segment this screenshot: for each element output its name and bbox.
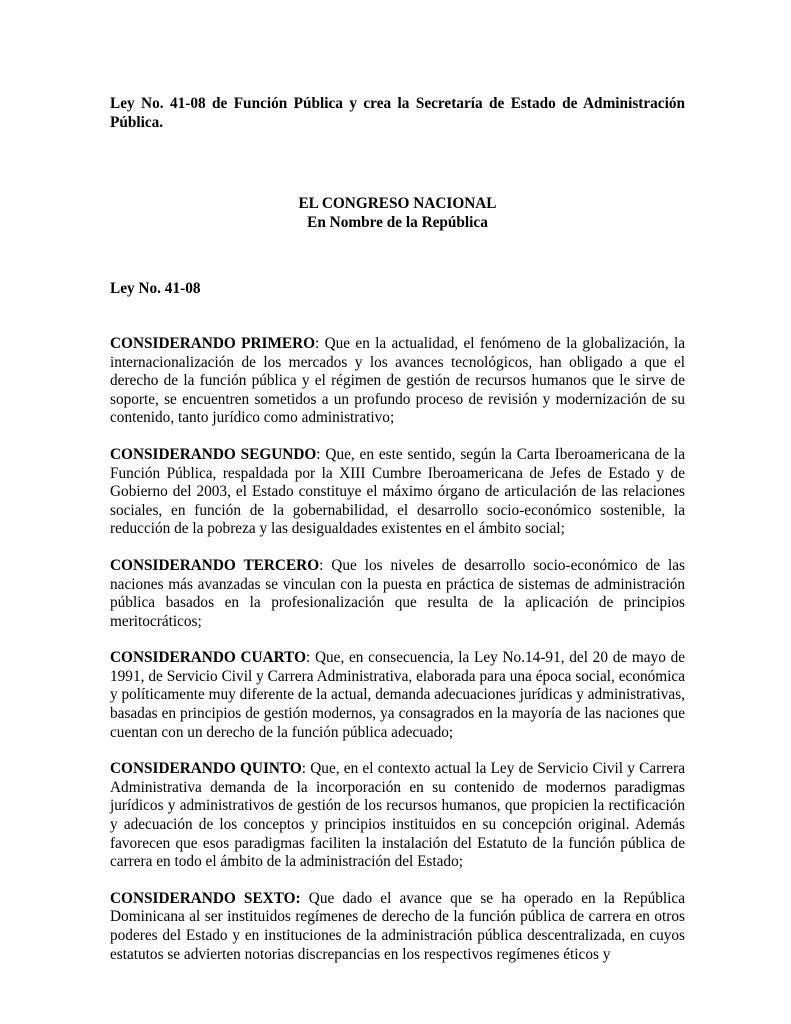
considerando-separator: :	[301, 760, 307, 778]
considerando-paragraph	[110, 446, 685, 539]
considerando-label: CONSIDERANDO TERCERO	[110, 556, 320, 574]
considerando-separator: :	[306, 649, 311, 667]
considerando-label: CONSIDERANDO SEGUNDO	[110, 445, 317, 463]
considerando-label: CONSIDERANDO SEXTO:	[110, 889, 301, 907]
document-heading	[110, 195, 685, 232]
considerando-separator: :	[319, 556, 324, 574]
considerando-text: Que, en este sentido, según la Carta Iberoamericana de la Función Pública, respaldada por la XIII Cumbre Iberoamericana de Jefes de Estado y de Gobierno del 2003, el Estado constituye el máximo órgano de articulación de las relaciones sociales, en función de la gobernabilidad, el desarrollo socio-económico sostenible, la reducción de la pobreza y las desigualdades existentes en el ámbito social;	[110, 445, 686, 538]
considerandos-section	[110, 335, 685, 964]
considerando-label: CONSIDERANDO CUARTO	[110, 649, 306, 667]
considerando-paragraph	[110, 557, 685, 631]
considerando-label: CONSIDERANDO PRIMERO	[110, 334, 316, 352]
considerando-paragraph	[110, 335, 685, 428]
considerando-separator: :	[315, 334, 320, 352]
considerando-paragraph	[110, 649, 685, 742]
heading-republic: En Nombre de la República	[307, 213, 488, 231]
considerando-text: Que, en el contexto actual la Ley de Servicio Civil y Carrera Administrativa demanda de la incorporación en su contenido de modernos paradigmas jurídicos y administrativos de gestión de los recursos humanos, que propicien la rectificación y adecuación de los conceptos y principios instituidos en su concepción original. Además favorecen que esos paradigmas faciliten la instalación del Estatuto de la función pública de carrera en todo el ámbito de la administración del Estado;	[110, 760, 685, 871]
considerando-separator: :	[316, 445, 321, 463]
considerando-label: CONSIDERANDO QUINTO	[110, 760, 302, 778]
document-content	[110, 95, 685, 982]
heading-congress: EL CONGRESO NACIONAL	[298, 195, 497, 213]
document-title: Ley No. 41-08 de Función Pública y crea la Secretaría de Estado de Administración Pública.	[110, 95, 685, 131]
considerando-text: Que en la actualidad, el fenómeno de la globalización, la internacionalización de los mercados y los avances tecnológicos, han obligado a que el derecho de la función pública y el régimen de gestión de recursos humanos que le sirve de soporte, se encuentren sometidos a un profundo proceso de revisión y modernización de su contenido, tanto jurídico como administrativo;	[110, 334, 686, 427]
considerando-text: Que dado el avance que se ha operado en la República Dominicana al ser instituidos regímenes de derecho de la función pública de carrera en otros poderes del Estado y en instituciones de la administración pública descentralizada, en cuyos estatutos se advierten notorias discrepancias en los respectivos regímenes éticos y	[110, 889, 685, 963]
considerando-text: Que, en consecuencia, la Ley No.14-91, del 20 de mayo de 1991, de Servicio Civil y Carrera Administrativa, elaborada para una época social, económica y políticamente muy diferente de la actual, demanda adecuaciones jurídicas y administrativas, basadas en principios de gestión modernos, ya consagrados en la mayoría de las naciones que cuentan con un derecho de la función pública adecuado;	[110, 649, 686, 741]
considerando-paragraph	[110, 760, 685, 872]
considerando-paragraph	[110, 890, 685, 964]
law-number: Ley No. 41-08	[110, 280, 201, 298]
considerando-text: Que los niveles de desarrollo socio-económico de las naciones más avanzadas se vinculan con la puesta en práctica de sistemas de administración pública basados en la profesionalización que resulta de la aplicación de principios meritocráticos;	[110, 556, 685, 630]
